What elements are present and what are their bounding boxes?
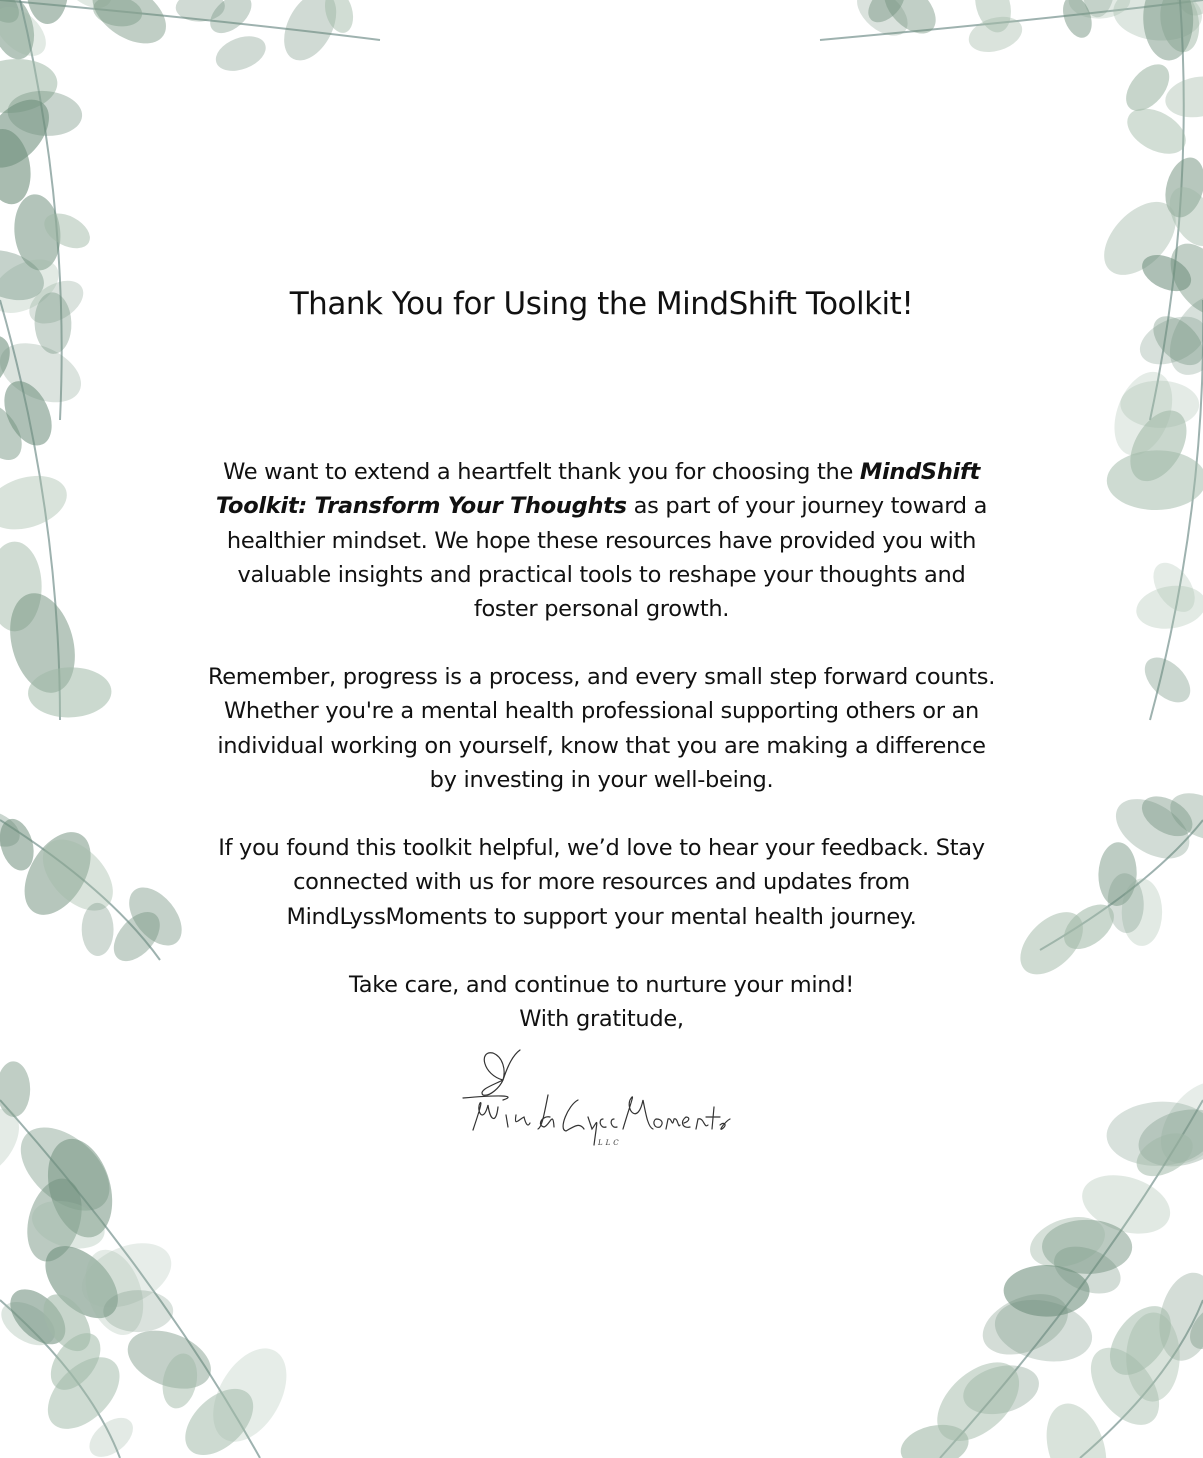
paragraph-intro: [0, 455, 1203, 626]
leaf: [1142, 0, 1194, 61]
leaf: [103, 1290, 173, 1332]
text: individual working on yourself, know that you are making a difference: [217, 732, 986, 759]
leaf: [211, 30, 271, 78]
closing-line: Take care, and continue to nurture your mind!: [349, 972, 854, 998]
logo-suffix: LLC: [598, 1139, 622, 1147]
page-title: Thank You for Using the MindShift Toolkit!: [289, 286, 914, 322]
text: We want to extend a heartfelt thank you for choosing the: [223, 459, 860, 485]
text: valuable insights and practical tools to reshape your thoughts and: [237, 561, 966, 588]
toolkit-name: Toolkit: Transform Your Thoughts: [215, 493, 627, 520]
text: Whether you're a mental health professional supporting others or an: [223, 698, 980, 725]
text: healthier mindset. We hope these resources have provided you with: [226, 527, 977, 554]
sign-off: With gratitude,: [519, 1006, 684, 1033]
leaf: [0, 1061, 30, 1117]
toolkit-name: MindShift: [859, 459, 980, 485]
text: connected with us for more resources and updates from: [293, 869, 910, 896]
mindlyssmoments-logo: [458, 1045, 738, 1150]
closing: [0, 968, 1203, 1037]
leaf: [1036, 1396, 1116, 1458]
text: MindLyssMoments to support your mental health journey.: [286, 903, 917, 930]
text: foster personal growth.: [473, 596, 730, 623]
text: by investing in your well-being.: [429, 766, 774, 793]
paragraph-feedback: [0, 831, 1203, 934]
leaf: [81, 0, 177, 56]
text: Remember, progress is a process, and every small step forward counts.: [207, 664, 996, 690]
paragraph-progress: [0, 660, 1203, 797]
text: as part of your journey toward a: [626, 493, 988, 520]
text: If you found this toolkit helpful, we’d love to hear your feedback. Stay: [218, 835, 985, 861]
